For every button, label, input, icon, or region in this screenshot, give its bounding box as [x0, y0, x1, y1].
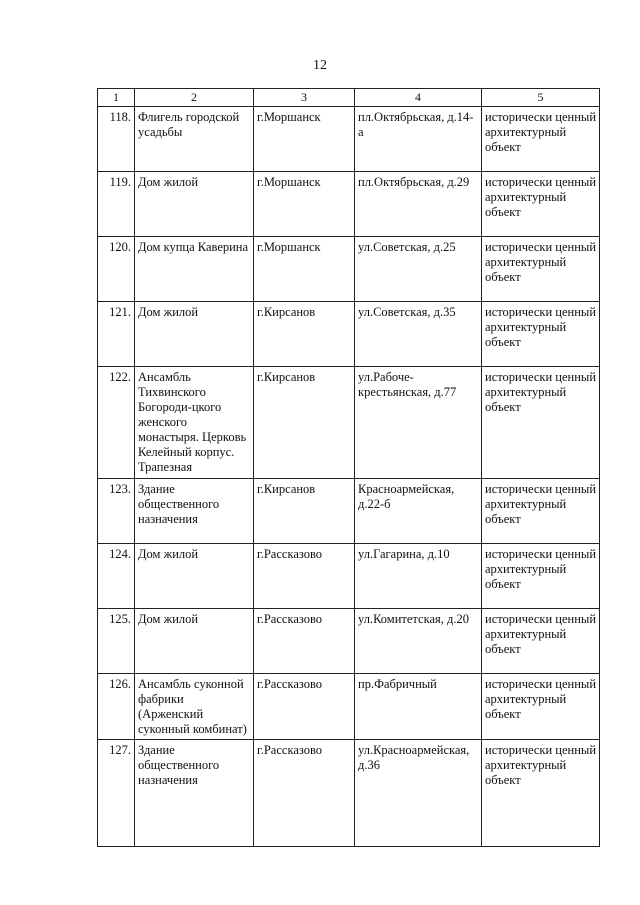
row-number: 127. — [98, 740, 135, 847]
table-row — [98, 740, 600, 847]
address: ул.Советская, д.25 — [355, 237, 482, 302]
table-row — [98, 544, 600, 609]
table-row — [98, 674, 600, 740]
town: г.Кирсанов — [254, 479, 355, 544]
object-name: Дом жилой — [135, 172, 254, 237]
address: ул.Красноармейская, д.36 — [355, 740, 482, 847]
category: исторически ценный архитектурный объект — [482, 367, 600, 479]
category: исторически ценный архитектурный объект — [482, 740, 600, 847]
category: исторически ценный архитектурный объект — [482, 302, 600, 367]
address: ул.Комитетская, д.20 — [355, 609, 482, 674]
object-name: Дом купца Каверина — [135, 237, 254, 302]
object-name: Дом жилой — [135, 302, 254, 367]
page-number: 12 — [313, 58, 327, 73]
table-row — [98, 609, 600, 674]
town: г.Моршанск — [254, 172, 355, 237]
category: исторически ценный архитектурный объект — [482, 172, 600, 237]
town: г.Кирсанов — [254, 302, 355, 367]
row-number: 121. — [98, 302, 135, 367]
column-header: 3 — [254, 89, 355, 107]
row-number: 122. — [98, 367, 135, 479]
table-row — [98, 172, 600, 237]
address: пл.Октябрьская, д.14-а — [355, 107, 482, 172]
address: ул.Гагарина, д.10 — [355, 544, 482, 609]
column-header: 1 — [98, 89, 135, 107]
town: г.Рассказово — [254, 740, 355, 847]
column-header: 5 — [482, 89, 600, 107]
category: исторически ценный архитектурный объект — [482, 479, 600, 544]
town: г.Рассказово — [254, 674, 355, 740]
column-header: 4 — [355, 89, 482, 107]
category: исторически ценный архитектурный объект — [482, 609, 600, 674]
category: исторически ценный архитектурный объект — [482, 237, 600, 302]
town: г.Кирсанов — [254, 367, 355, 479]
row-number: 119. — [98, 172, 135, 237]
table-header-row — [98, 89, 600, 107]
row-number: 125. — [98, 609, 135, 674]
row-number: 123. — [98, 479, 135, 544]
address: ул.Советская, д.35 — [355, 302, 482, 367]
table-row — [98, 367, 600, 479]
table-row — [98, 107, 600, 172]
address: ул.Рабоче-крестьянская, д.77 — [355, 367, 482, 479]
row-number: 118. — [98, 107, 135, 172]
town: г.Моршанск — [254, 107, 355, 172]
category: исторически ценный архитектурный объект — [482, 674, 600, 740]
table-row — [98, 302, 600, 367]
object-name: Ансамбль Тихвинского Богороди-цкого женского монастыря. Церковь Келейный корпус. Трапезная — [135, 367, 254, 479]
table-row — [98, 237, 600, 302]
row-number: 126. — [98, 674, 135, 740]
address: пл.Октябрьская, д.29 — [355, 172, 482, 237]
category: исторически ценный архитектурный объект — [482, 544, 600, 609]
table-row — [98, 479, 600, 544]
column-header: 2 — [135, 89, 254, 107]
town: г.Рассказово — [254, 609, 355, 674]
object-name: Дом жилой — [135, 609, 254, 674]
address: пр.Фабричный — [355, 674, 482, 740]
row-number: 124. — [98, 544, 135, 609]
object-name: Ансамбль суконной фабрики (Арженский суконный комбинат) — [135, 674, 254, 740]
object-name: Флигель городской усадьбы — [135, 107, 254, 172]
object-name: Здание общественного назначения — [135, 479, 254, 544]
object-name: Дом жилой — [135, 544, 254, 609]
object-name: Здание общественного назначения — [135, 740, 254, 847]
town: г.Моршанск — [254, 237, 355, 302]
town: г.Рассказово — [254, 544, 355, 609]
category: исторически ценный архитектурный объект — [482, 107, 600, 172]
heritage-objects-table — [97, 88, 600, 847]
row-number: 120. — [98, 237, 135, 302]
address: Красноармейская, д.22-б — [355, 479, 482, 544]
